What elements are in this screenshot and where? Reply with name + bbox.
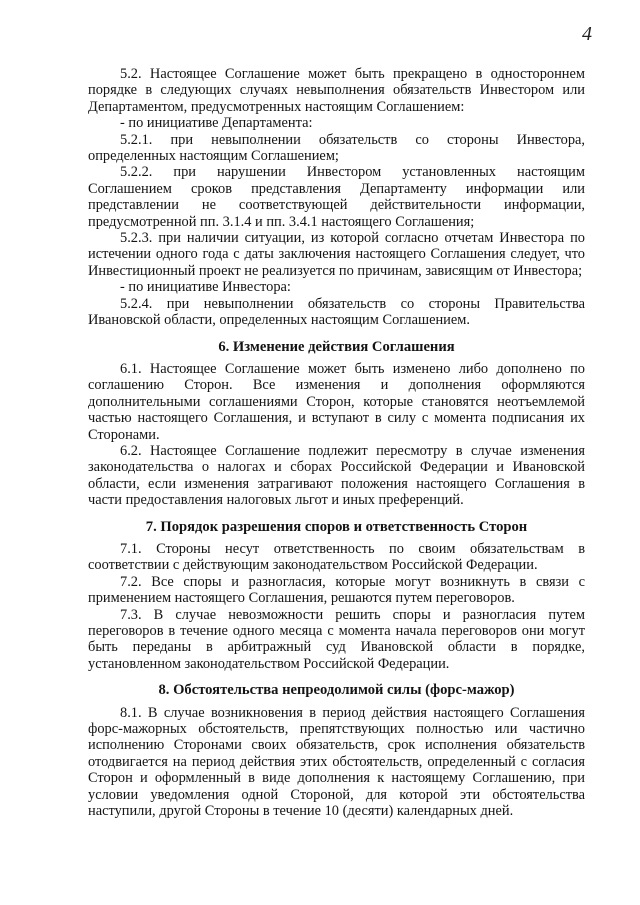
paragraph-6-2: 6.2. Настоящее Соглашение подлежит пересмотру в случае изменения законодательства о налогах и сборах Российской Федерации и Ивановской области, если изменения затрагивают положения настоящего Соглашения в части предоставления налоговых льгот и иных преференций.	[88, 442, 585, 509]
paragraph-5-2: 5.2. Настоящее Соглашение может быть прекращено в одностороннем порядке в следующих случаях невыполнения обязательств Инвестором или Департаментом, предусмотренных настоящим Соглашением:	[88, 66, 585, 115]
paragraph-7-3: 7.3. В случае невозможности решить споры и разногласия путем переговоров в течение одного месяца с момента начала переговоров они могут быть переданы в арбитражный суд Ивановской области в порядке, установленном законодательством Российской Федерации.	[88, 606, 585, 672]
document-body	[88, 66, 585, 819]
paragraph-investor-initiative: - по инициативе Инвестора:	[120, 279, 291, 296]
section-heading-7: 7. Порядок разрешения споров и ответственность Сторон	[145, 518, 528, 535]
paragraph-7-2: 7.2. Все споры и разногласия, которые могут возникнуть в связи с применением настоящего Соглашения, решаются путем переговоров.	[88, 573, 585, 607]
paragraph-department-initiative: - по инициативе Департамента:	[120, 115, 313, 132]
section-heading-6: 6. Изменение действия Соглашения	[218, 338, 455, 355]
paragraph-7-1: 7.1. Стороны несут ответственность по своим обязательствам в соответствии с действующим законодательством Российской Федерации.	[88, 540, 585, 574]
paragraph-5-2-4: 5.2.4. при невыполнении обязательств со стороны Правительства Ивановской области, определенных настоящим Соглашением.	[88, 295, 585, 329]
paragraph-5-2-3: 5.2.3. при наличии ситуации, из которой согласно отчетам Инвестора по истечении одного года с даты заключения настоящего Соглашения следует, что Инвестиционный проект не реализуется по причинам, зависящим от Инвестора;	[88, 230, 585, 279]
page-number: 4	[582, 23, 592, 45]
section-heading-8: 8. Обстоятельства непреодолимой силы (форс-мажор)	[158, 682, 515, 699]
paragraph-8-1: 8.1. В случае возникновения в период действия настоящего Соглашения форс-мажорных обстоятельств, препятствующих полностью или частично исполнению Сторонами своих обязательств, срок исполнения обязательств отодвигается на период действия этих обстоятельств, определенный с согласия Сторон и оформленный в виде дополнения к настоящему Соглашению, при условии уведомления одной Стороной, для которой эти обстоятельства наступили, другой Стороны в течение 10 (десяти) календарных дней.	[88, 704, 585, 820]
paragraph-5-2-2: 5.2.2. при нарушении Инвестором установленных настоящим Соглашением сроков представления Департаменту информации или представлении не соответствующей действительности информации, предусмотренной пп. 3.1.4 и пп. 3.4.1 настоящего Соглашения;	[88, 164, 585, 230]
paragraph-6-1: 6.1. Настоящее Соглашение может быть изменено либо дополнено по соглашению Сторон. Все изменения и дополнения оформляются дополнительными соглашениями Сторон, которые становятся неотъемлемой частью настоящего Соглашения, и вступают в силу с момента подписания их Сторонами.	[88, 360, 585, 443]
paragraph-5-2-1: 5.2.1. при невыполнении обязательств со стороны Инвестора, определенных настоящим Соглашением;	[88, 131, 585, 165]
